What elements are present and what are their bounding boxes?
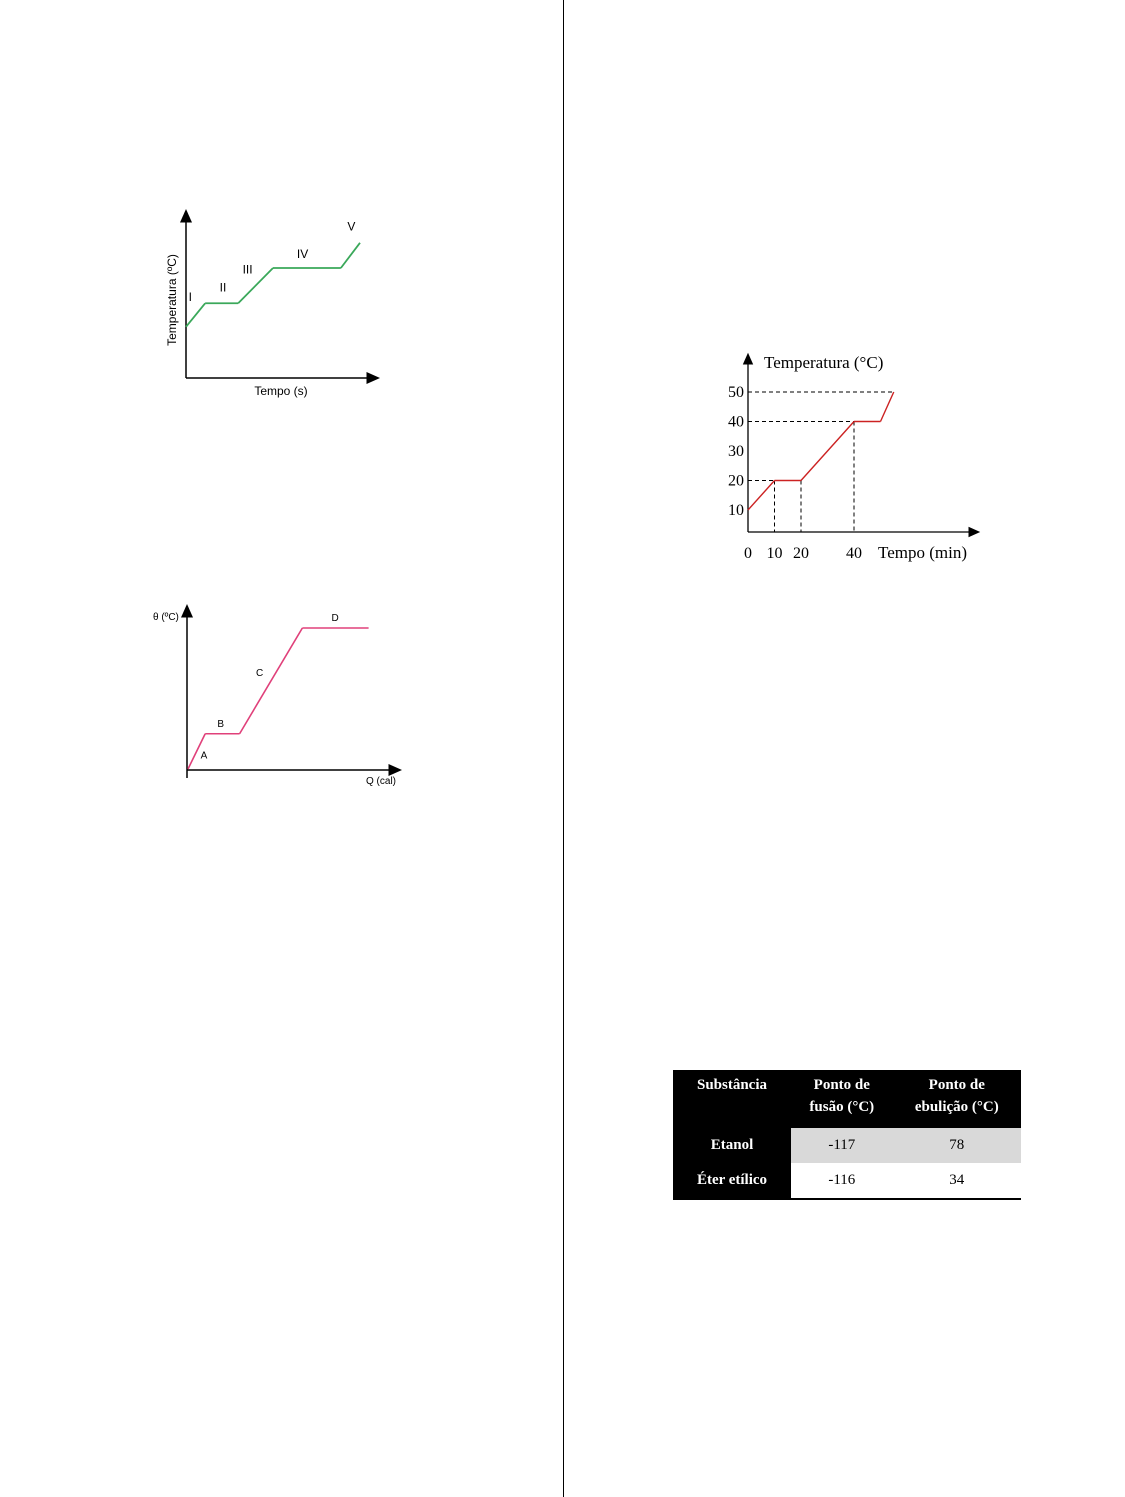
- curve-segment: [186, 303, 205, 327]
- table-row: [673, 1163, 1021, 1199]
- row-name: Éter etílico: [673, 1163, 791, 1199]
- segment-label: V: [347, 219, 356, 234]
- segment-label: I: [188, 290, 192, 305]
- y-tick-label: 50: [728, 384, 744, 401]
- segment-label: C: [255, 667, 264, 679]
- y-tick-label: 40: [728, 413, 744, 431]
- segment-label: III: [242, 262, 253, 277]
- segment-label: D: [331, 613, 339, 624]
- y-tick-label: 20: [728, 472, 744, 490]
- header-ponto-fusao: Ponto de fusão (°C): [791, 1070, 893, 1128]
- segment-label: B: [217, 718, 225, 730]
- x-tick-label: 40: [846, 545, 862, 562]
- y-axis-label: Temperatura (ºC): [165, 254, 179, 346]
- table-row: [673, 1128, 1021, 1163]
- row-name: Etanol: [673, 1128, 791, 1163]
- curve-segment: [748, 481, 775, 511]
- cell-fusao: -117: [791, 1128, 893, 1163]
- y-tick-label: 30: [728, 443, 744, 460]
- heating-curve-chart-3: [720, 350, 990, 570]
- cell-ebulicao: 78: [893, 1128, 1021, 1163]
- curve-segment: [801, 422, 854, 481]
- y-tick-label: 10: [728, 502, 744, 519]
- x-tick-label: 20: [793, 545, 809, 562]
- cell-ebulicao: 34: [893, 1163, 1021, 1199]
- x-axis-label: Q (cal): [366, 776, 396, 787]
- segment-label: A: [200, 750, 208, 762]
- x-tick-label: 0: [744, 545, 752, 562]
- heating-curve-chart-1: [150, 205, 390, 405]
- header-ponto-ebulicao: Ponto de ebulição (°C): [893, 1070, 1021, 1128]
- column-divider: [563, 0, 564, 1497]
- header-substancia: Substância: [673, 1070, 791, 1128]
- segment-label: II: [219, 280, 227, 295]
- x-tick-label: 10: [766, 545, 783, 562]
- cell-fusao: -116: [791, 1163, 893, 1199]
- curve-segment: [240, 628, 303, 734]
- curve-segment: [881, 392, 894, 422]
- y-axis-label: Temperatura (°C): [764, 353, 884, 372]
- x-axis-label: Tempo (s): [254, 384, 308, 398]
- y-axis-label: θ (ºC): [153, 612, 179, 623]
- heating-curve-chart-2: [150, 605, 410, 795]
- curve-segment: [341, 243, 360, 268]
- substance-table: [673, 1070, 1021, 1200]
- table-header-row: [673, 1070, 1021, 1128]
- x-axis-label: Tempo (min): [878, 543, 967, 562]
- segment-label: IV: [296, 247, 309, 261]
